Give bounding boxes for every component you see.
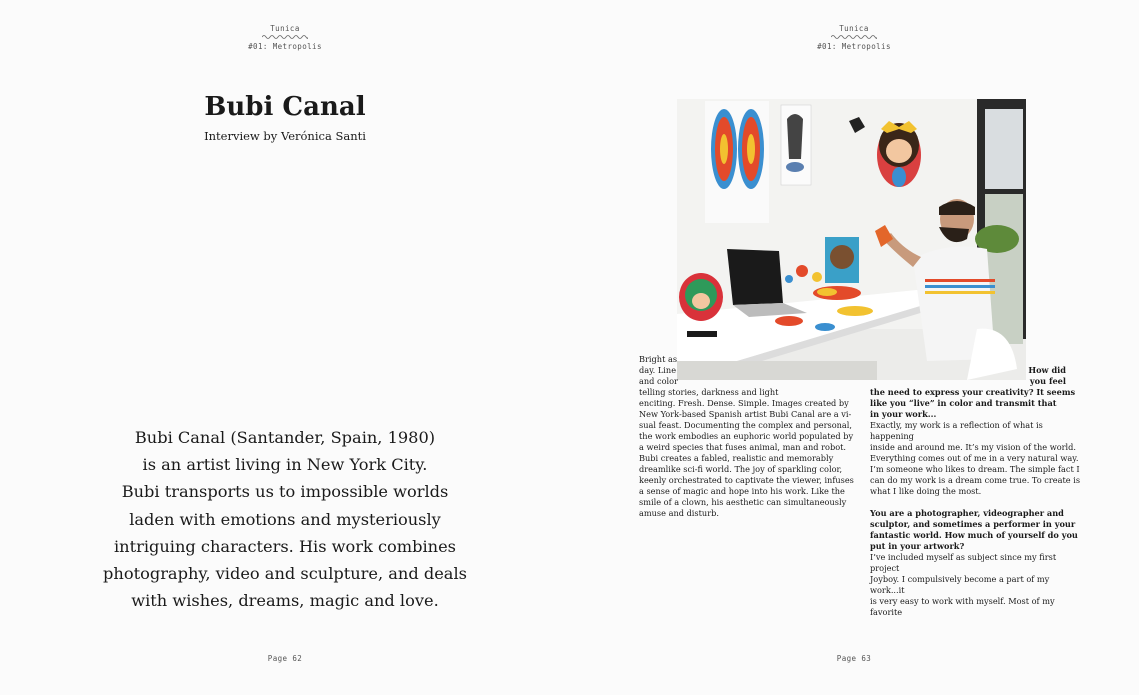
intro-line: Bubi transports us to impossible worlds (121, 482, 449, 502)
text-line: amuse and disturb. (639, 508, 719, 518)
answer-1 (870, 420, 1085, 497)
question-line: in your work... (870, 409, 937, 419)
intro-line: intriguing characters. His work combines (114, 536, 456, 556)
question-line: you feel (1029, 376, 1066, 386)
article-byline: Interview by Verónica Santi (204, 129, 366, 143)
wave-divider-icon (831, 34, 877, 40)
question-line: put in your artwork? (870, 541, 965, 551)
intro-line: laden with emotions and mysteriously (129, 509, 441, 529)
answer-line: Exactly, my work is a reflection of what is happening (870, 420, 1043, 441)
page-number-right: Page 63 (836, 654, 872, 663)
intro-paragraph (95, 424, 475, 614)
text-line: the work embodies an euphoric world populated by (639, 431, 854, 441)
answer-line: can do my work is a dream come true. To create is (870, 475, 1081, 485)
interview-column (870, 387, 1085, 618)
wrap-text-left (639, 354, 679, 387)
text-line: smile of a clown, his aesthetic can simultaneously (639, 497, 847, 507)
question-2 (870, 508, 1085, 552)
article-title: Bubi Canal (204, 92, 366, 122)
text-line: a sense of magic and hope into his work. Like the (639, 486, 845, 496)
answer-line: Joyboy. I compulsively become a part of my work...it (870, 574, 1050, 595)
question-1 (870, 387, 1085, 420)
text-line: sual feast. Documenting the complex and personal, (639, 420, 853, 430)
text-line: and color (639, 376, 678, 386)
text-line: dreamlike sci-fi world. The joy of sparkling color, (639, 464, 843, 474)
question-line: fantastic world. How much of yourself do you (870, 530, 1078, 540)
wrap-text-right (1026, 365, 1066, 387)
intro-line: is an artist living in New York City. (142, 455, 428, 475)
magazine-name: Tunica (270, 24, 300, 33)
answer-2 (870, 552, 1085, 618)
answer-line: inside and around me. It’s my vision of the world. (870, 442, 1077, 452)
answer-line: I’m someone who likes to dream. The simple fact I (870, 464, 1080, 474)
wave-divider-icon (262, 34, 308, 40)
text-line: keenly orchestrated to captivate the viewer, infuses (639, 475, 854, 485)
intro-line: photography, video and sculpture, and deals (103, 564, 467, 584)
text-line: New York-based Spanish artist Bubi Canal are a vi- (639, 409, 852, 419)
text-line: Bright as (639, 354, 678, 364)
intro-body-column (639, 387, 854, 519)
issue-label: #01: Metropolis (817, 42, 891, 51)
question-line: You are a photographer, videographer and (870, 508, 1064, 518)
question-line: the need to express your creativity? It seems (870, 387, 1076, 397)
answer-line: I’ve included myself as subject since my first project (870, 552, 1057, 573)
running-header-right (784, 24, 924, 51)
text-line: day. Line (639, 365, 677, 375)
question-line: sculptor, and sometimes a performer in your (870, 519, 1076, 529)
answer-line: is very easy to work with myself. Most of my favorite (870, 596, 1055, 617)
text-line: a weird species that fuses animal, man and robot. (639, 442, 847, 452)
text-line: enciting. Fresh. Dense. Simple. Images created by (639, 398, 849, 408)
page-number-left: Page 62 (267, 654, 303, 663)
intro-line: Bubi Canal (Santander, Spain, 1980) (134, 428, 436, 447)
question-line: How did (1028, 365, 1066, 375)
text-line: telling stories, darkness and light (639, 387, 779, 397)
artist-studio-photo (677, 99, 1026, 380)
intro-line: with wishes, dreams, magic and love. (131, 591, 439, 611)
magazine-name: Tunica (839, 24, 869, 33)
running-header-left (215, 24, 355, 51)
issue-label: #01: Metropolis (248, 42, 322, 51)
text-line: Bubi creates a fabled, realistic and memorably (639, 453, 834, 463)
answer-line: what I like doing the most. (870, 486, 982, 496)
answer-line: Everything comes out of me in a very natural way. (870, 453, 1079, 463)
question-line: like you “live” in color and transmit that (870, 398, 1057, 408)
